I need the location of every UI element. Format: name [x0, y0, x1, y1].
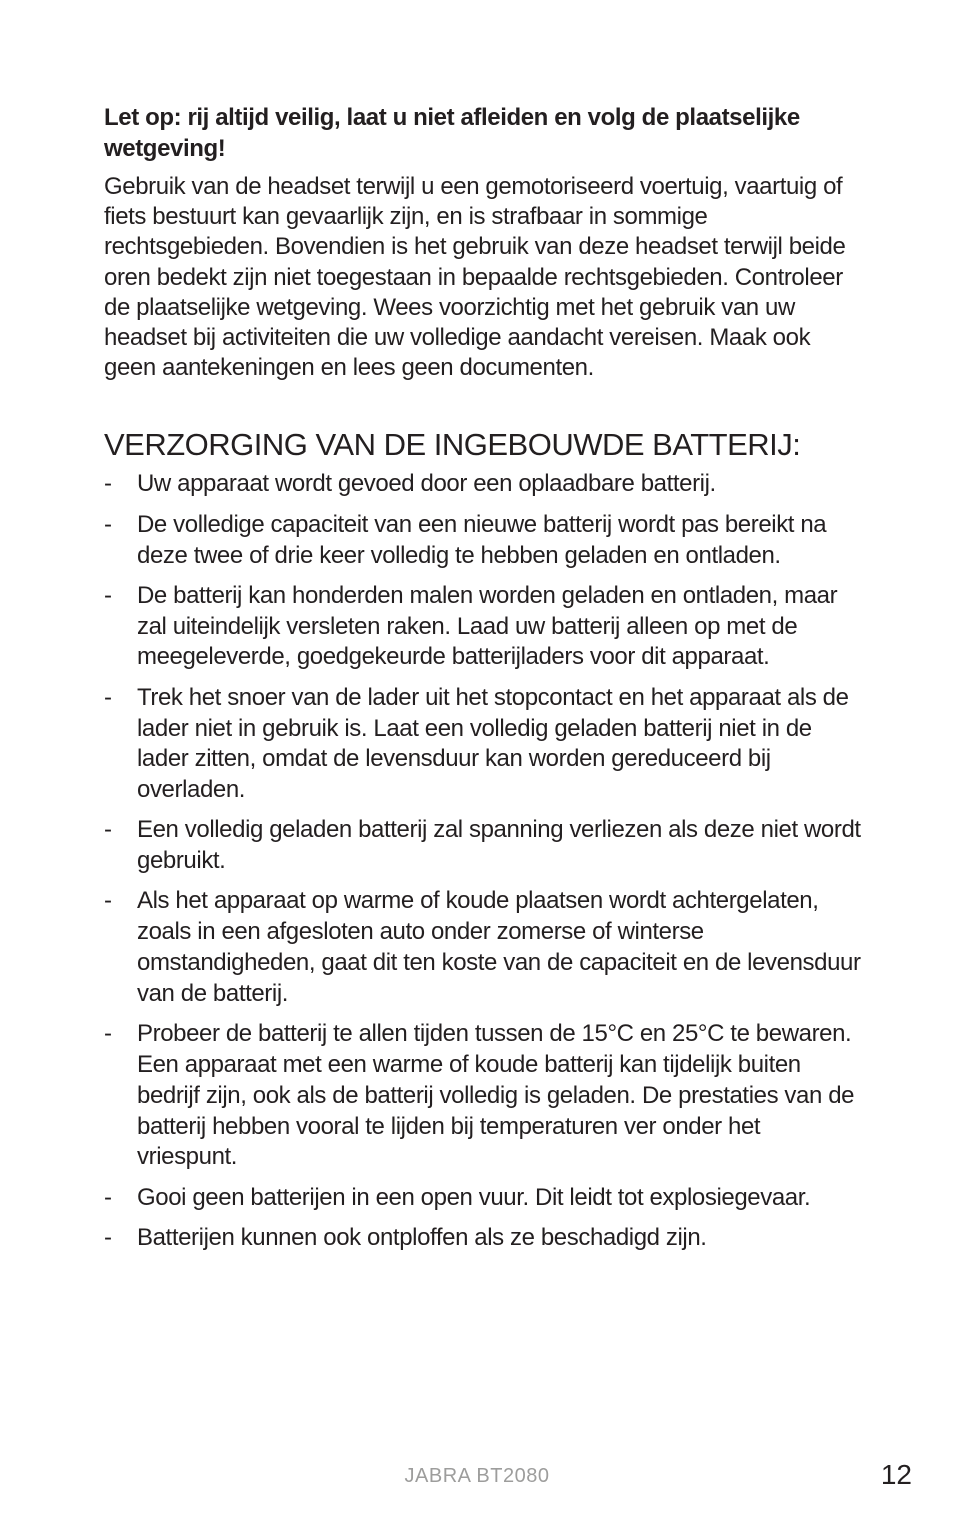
section-heading: VERZORGING VAN DE INGEBOUWDE BATTERIJ: [104, 427, 801, 463]
bullet-dash: - [104, 683, 112, 711]
bullet-dash: - [104, 581, 112, 609]
list-item [104, 1019, 864, 1173]
list-item-text: Trek het snoer van de lader uit het stopcontact en het apparaat als de lader niet in gebruik is. Laat een volledig geladen batterij niet in de lader zitten, omdat de levensduur kan worden gereduceerd bij overladen. [137, 683, 849, 804]
list-item-text: De batterij kan honderden malen worden geladen en ontladen, maar zal uiteindelijk versleten raken. Laad uw batterij alleen op met de meegeleverde, goedgekeurde batterijladers voor dit apparaat. [137, 581, 838, 671]
page-number: 12 [880, 1459, 912, 1490]
list-item-text: Probeer de batterij te allen tijden tussen de 15°C en 25°C te bewaren. Een apparaat met een warme of koude batterij kan tijdelijk buiten bedrijf zijn, ook als de batterij volledig is geladen. De prestaties van de batterij hebben vooral te lijden bij temperaturen ver onder het vriespunt. [137, 1020, 855, 1171]
list-item-text: De volledige capaciteit van een nieuwe batterij wordt pas bereikt na deze twee of drie keer volledig te hebben geladen en ontladen. [137, 510, 827, 569]
list-item [104, 510, 864, 572]
page-content [104, 102, 864, 1263]
list-item [104, 581, 864, 673]
bullet-dash: - [104, 1020, 112, 1048]
list-item [104, 683, 864, 806]
warning-title: Let op: rij altijd veilig, laat u niet afleiden en volg de plaatselijke wetgeving! [104, 104, 800, 162]
bullet-dash: - [104, 470, 112, 498]
list-item [104, 1183, 864, 1214]
list-item [104, 886, 864, 1009]
bullet-dash: - [104, 510, 112, 538]
list-item [104, 469, 864, 500]
list-item-text: Gooi geen batterijen in een open vuur. Dit leidt tot explosiegevaar. [137, 1183, 811, 1211]
list-item-text: Uw apparaat wordt gevoed door een oplaadbare batterij. [137, 470, 716, 498]
warning-body: Gebruik van de headset terwijl u een gemotoriseerd voertuig, vaartuig of fiets bestuurt kan gevaarlijk zijn, en is strafbaar in sommige rechtsgebieden. Bovendien is het gebruik van deze headset terwijl beide oren bedekt zijn niet toegestaan in bepaalde rechtsgebieden. Controleer de plaatselijke wetgeving. Wees voorzichtig met het gebruik van uw headset bij activiteiten die uw volledige aandacht vereisen. Maak ook geen aantekeningen en lees geen documenten. [104, 173, 846, 382]
list-item [104, 1223, 864, 1254]
bullet-dash: - [104, 816, 112, 844]
list-item [104, 815, 864, 877]
battery-care-list [104, 469, 864, 1253]
bullet-dash: - [104, 1183, 112, 1211]
bullet-dash: - [104, 887, 112, 915]
bullet-dash: - [104, 1223, 112, 1251]
footer-brand: JABRA BT2080 [404, 1465, 550, 1487]
list-item-text: Als het apparaat op warme of koude plaatsen wordt achtergelaten, zoals in een afgesloten auto onder zomerse of winterse omstandigheden, gaat dit ten koste van de capaciteit en de levensduur van de batterij. [137, 887, 861, 1007]
list-item-text: Batterijen kunnen ook ontploffen als ze beschadigd zijn. [137, 1223, 707, 1251]
list-item-text: Een volledig geladen batterij zal spanning verliezen als deze niet wordt gebruikt. [137, 816, 861, 875]
